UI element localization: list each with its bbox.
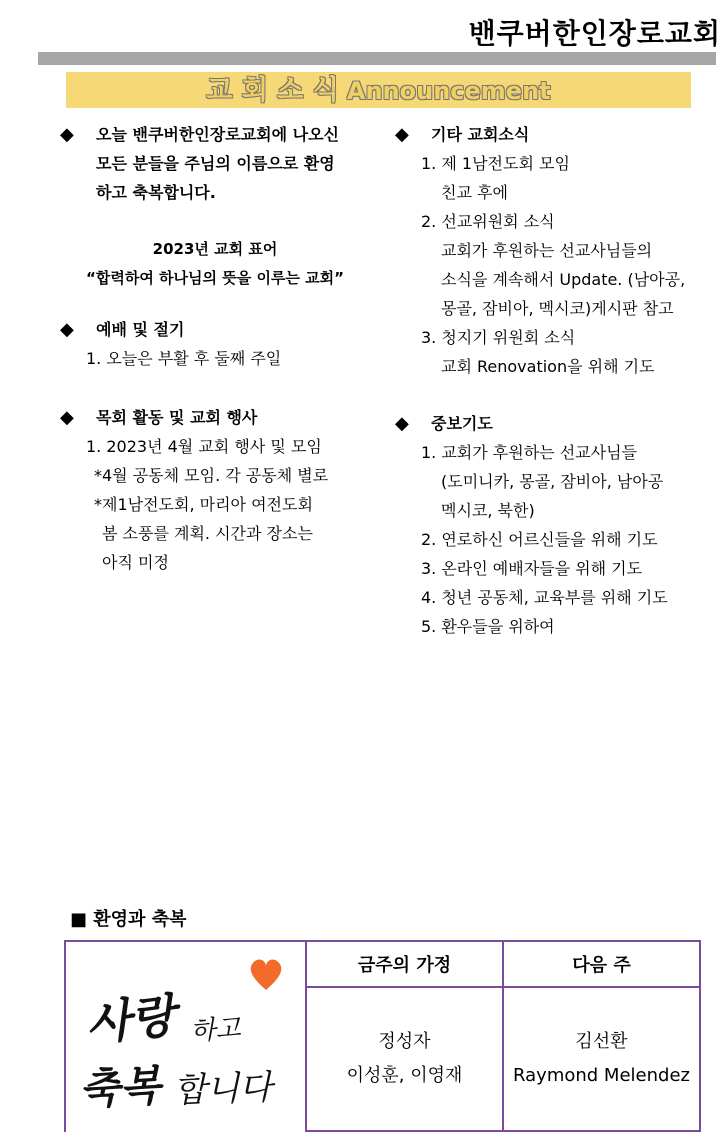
other-line: 3. 청지기 위원회 소식 [421, 328, 576, 347]
prayer-line: 1. 교회가 후원하는 선교사님들 [421, 443, 637, 462]
other-news-heading: ◆ 기타 교회소식 [395, 120, 715, 149]
welcome-block [60, 120, 370, 207]
header-divider [38, 52, 716, 65]
prayer-line: 4. 청년 공동체, 교육부를 위해 기도 [421, 588, 668, 607]
family-name: 김선환 [575, 1031, 628, 1052]
announcement-banner [66, 72, 691, 108]
diamond-bullet-icon: ◆ [60, 407, 74, 428]
other-line: 1. 제 1남전도회 모임 [421, 154, 570, 173]
svg-text:합니다: 합니다 [172, 1067, 273, 1111]
prayer-line: (도미니카, 몽골, 잠비아, 남아공 [441, 472, 664, 491]
family-name: Raymond Melendez [513, 1065, 690, 1086]
right-column [395, 120, 715, 641]
left-column [60, 120, 370, 577]
ministry-line: 1. 2023년 4월 교회 행사 및 모임 [86, 437, 322, 456]
family-name: 이성훈, 이영재 [346, 1065, 463, 1086]
col2-cell [503, 987, 700, 1131]
diamond-bullet-icon: ◆ [60, 124, 74, 145]
prayer-line: 5. 환우들을 위하여 [421, 617, 555, 636]
ministry-line: 봄 소풍를 계획. 시간과 장소는 [102, 524, 313, 543]
prayer-heading: ◆ 중보기도 [395, 409, 715, 438]
ministry-line: 아직 미정 [102, 553, 169, 572]
other-line: 교회가 후원하는 선교사님들의 [441, 241, 653, 260]
welcome-line: 오늘 밴쿠버한인장로교회에 나오신 [96, 125, 339, 144]
prayer-line: 멕시코, 북한) [441, 501, 535, 520]
col1-header: 금주의 가정 [306, 941, 503, 987]
prayer-line: 2. 연로하신 어르신들을 위해 기도 [421, 530, 658, 549]
other-line: 2. 선교위원회 소식 [421, 212, 555, 231]
other-line: 소식을 계속해서 Update. (남아공, [441, 270, 686, 289]
other-line: 교회 Renovation을 위해 기도 [441, 357, 655, 376]
family-table [305, 940, 701, 1132]
svg-text:사랑: 사랑 [83, 987, 178, 1051]
worship-item: 1. 오늘은 부활 후 둘째 주일 [86, 349, 282, 368]
family-name: 정성자 [378, 1031, 431, 1052]
church-name: 밴쿠버한인장로교회 [468, 17, 721, 50]
banner-title-ko: 교 회 소 식 [206, 75, 339, 106]
diamond-bullet-icon: ◆ [60, 319, 74, 340]
other-line: 친교 후에 [441, 183, 508, 202]
svg-text:축복: 축복 [77, 1060, 162, 1114]
welcome-line: 모든 분들을 주님의 이름으로 환영 [96, 154, 335, 173]
svg-text:하고: 하고 [189, 1013, 242, 1047]
col1-cell [306, 987, 503, 1131]
banner-title-en: Announcement [346, 77, 551, 105]
ministry-line: *제1남전도회, 마리아 여전도회 [94, 495, 313, 514]
motto-title: 2023년 교회 표어 [152, 240, 278, 258]
motto-text: “합력하여 하나님의 뜻을 이루는 교회” [86, 269, 344, 287]
greeting-heading: ■ 환영과 축복 [70, 909, 187, 930]
diamond-bullet-icon: ◆ [395, 413, 409, 434]
ministry-line: *4월 공동체 모임. 각 공동체 별로 [94, 466, 329, 485]
diamond-bullet-icon: ◆ [395, 124, 409, 145]
ministry-heading: ◆ 목회 활동 및 교회 행사 [60, 403, 370, 432]
worship-heading: ◆ 예배 및 절기 [60, 315, 370, 344]
col2-header: 다음 주 [503, 941, 700, 987]
prayer-line: 3. 온라인 예배자들을 위해 기도 [421, 559, 643, 578]
other-line: 몽골, 잠비아, 멕시코)게시판 참고 [441, 299, 674, 318]
calligraphy-image [66, 942, 304, 1132]
welcome-line: 하고 축복합니다. [96, 183, 216, 202]
heart-icon [251, 960, 282, 990]
